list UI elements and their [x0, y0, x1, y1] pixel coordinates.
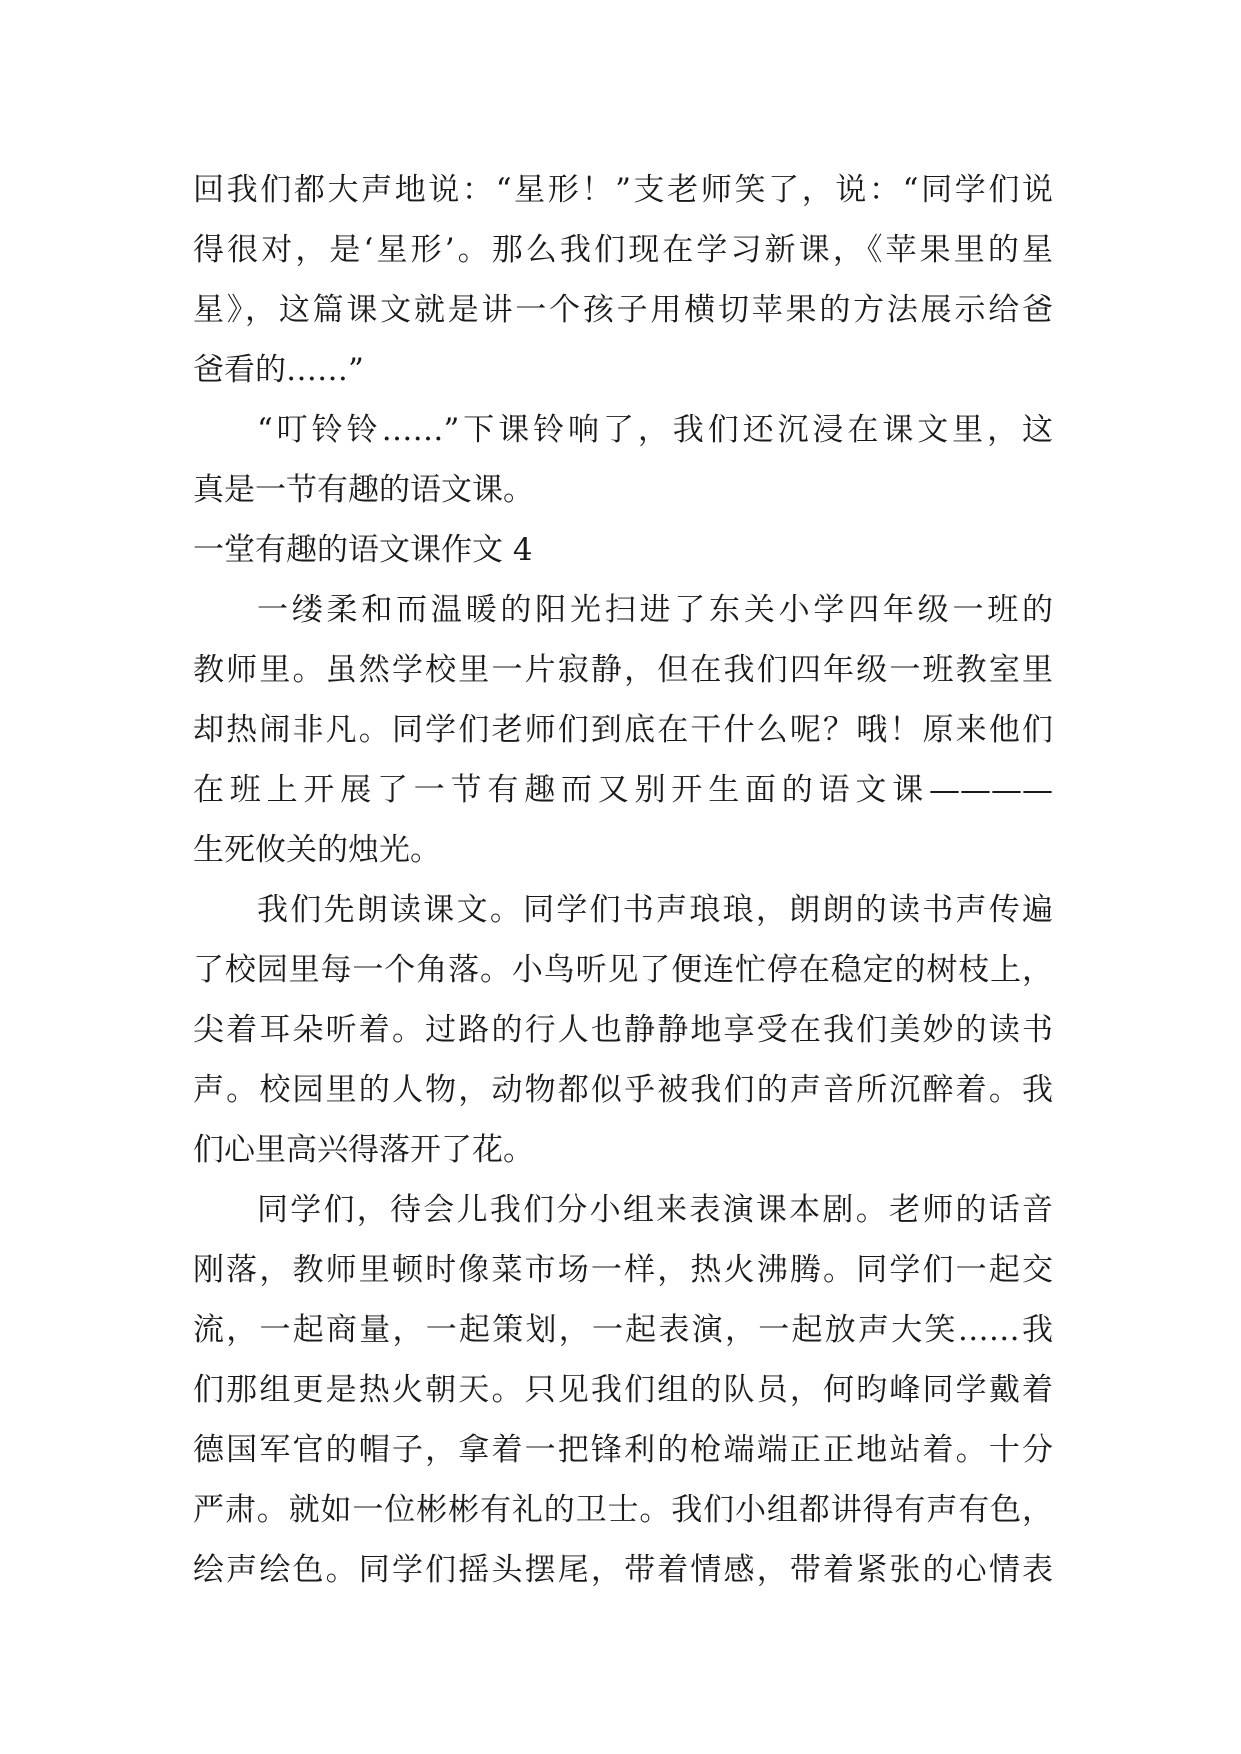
text-line: 我们先朗读课文。同学们书声琅琅，朗朗的读书声传遍	[257, 892, 1053, 928]
text-line: 们那组更是热火朝天。只见我们组的队员，何昀峰同学戴着	[193, 1372, 1053, 1408]
paragraph-reading	[193, 880, 1053, 1180]
text-line: 尖着耳朵听着。过路的行人也静静地享受在我们美妙的读书	[193, 1012, 1053, 1048]
paragraph-performance	[193, 1180, 1053, 1600]
text-line: 流，一起商量，一起策划，一起表演，一起放声大笑……我	[193, 1312, 1053, 1348]
text-line: 德国军官的帽子，拿着一把锋利的枪端端正正地站着。十分	[193, 1432, 1053, 1468]
paragraph-continuation	[193, 160, 1053, 400]
text-line: 同学们，待会儿我们分小组来表演课本剧。老师的话音	[257, 1192, 1053, 1228]
text-line: 们心里高兴得落开了花。	[193, 1132, 534, 1168]
text-line: 一缕柔和而温暖的阳光扫进了东关小学四年级一班的	[257, 592, 1053, 628]
paragraph-intro	[193, 580, 1053, 880]
text-line: 教师里。虽然学校里一片寂静，但在我们四年级一班教室里	[193, 652, 1053, 688]
section-heading: 一堂有趣的语文课作文 4	[193, 532, 533, 568]
text-line: 了校园里每一个角落。小鸟听见了便连忙停在稳定的树枝上，	[193, 952, 1053, 988]
text-line: 声。校园里的人物，动物都似乎被我们的声音所沉醉着。我	[193, 1072, 1053, 1108]
text-line: 在班上开展了一节有趣而又别开生面的语文课————	[193, 772, 1053, 808]
text-line: 严肃。就如一位彬彬有礼的卫士。我们小组都讲得有声有色，	[193, 1492, 1053, 1528]
document-page	[193, 160, 1053, 1600]
text-line: “叮铃铃……”下课铃响了，我们还沉浸在课文里，这	[257, 412, 1053, 448]
paragraph-bell	[193, 400, 1053, 520]
text-line: 绘声绘色。同学们摇头摆尾，带着情感，带着紧张的心情表	[193, 1552, 1053, 1588]
text-line: 得很对，是‘星形’。那么我们现在学习新课，《苹果里的星	[193, 232, 1053, 268]
text-line: 回我们都大声地说：“星形！”支老师笑了，说：“同学们说	[193, 172, 1053, 208]
text-line: 爸看的……”	[193, 352, 364, 388]
text-line: 生死攸关的烛光。	[193, 832, 441, 868]
text-line: 刚落，教师里顿时像菜市场一样，热火沸腾。同学们一起交	[193, 1252, 1053, 1288]
text-line: 却热闹非凡。同学们老师们到底在干什么呢？哦！原来他们	[193, 712, 1053, 748]
text-line: 真是一节有趣的语文课。	[193, 472, 534, 508]
text-line: 星》，这篇课文就是讲一个孩子用横切苹果的方法展示给爸	[193, 292, 1053, 328]
